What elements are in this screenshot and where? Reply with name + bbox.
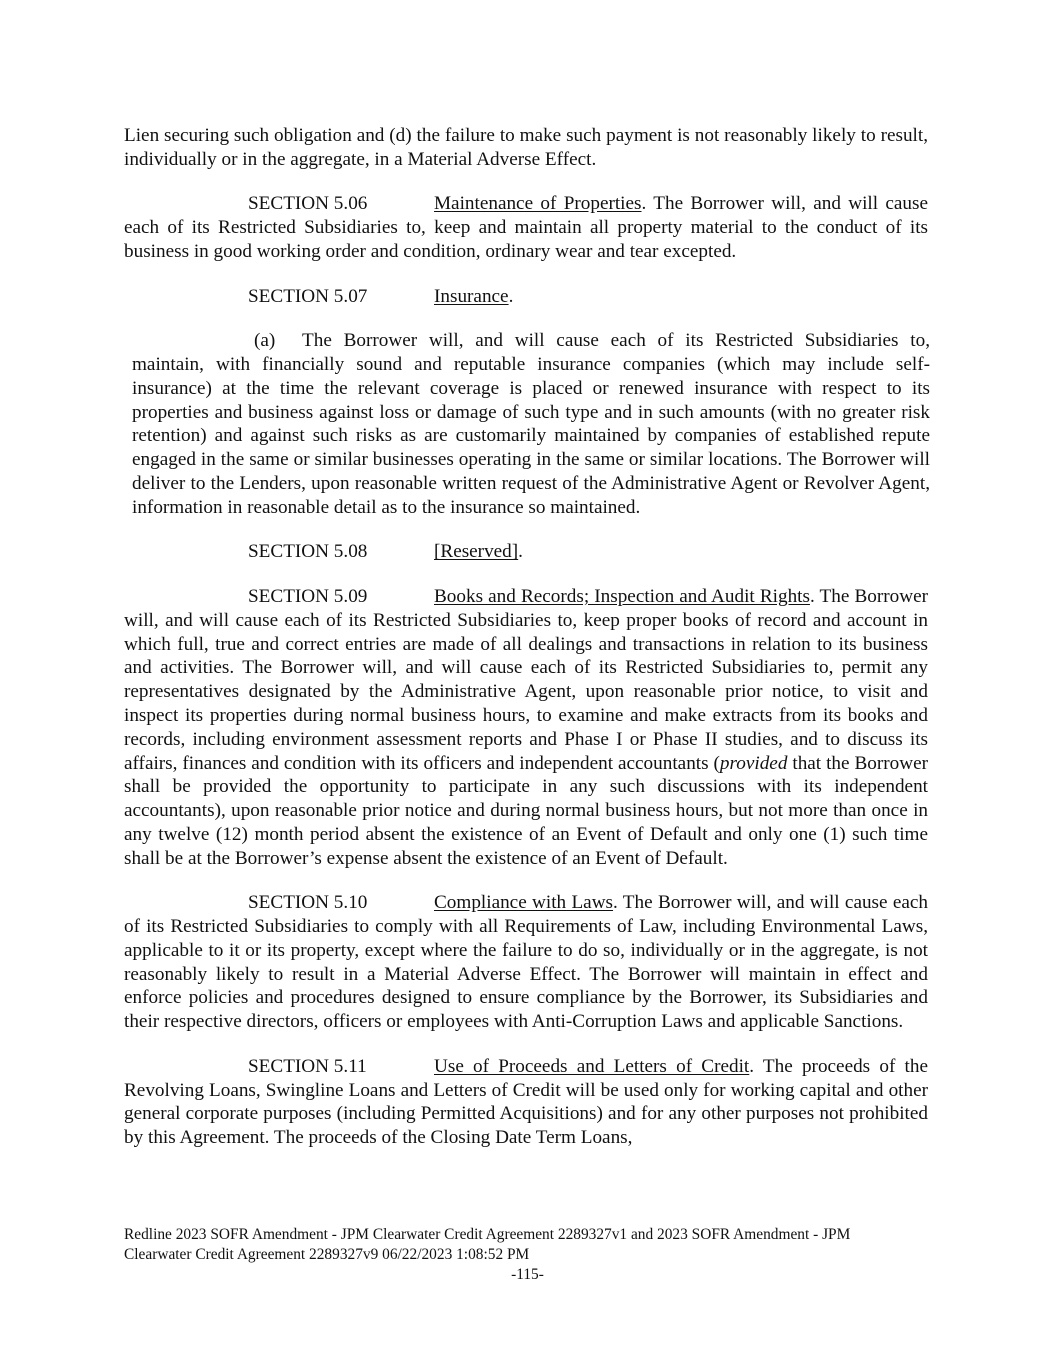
section-title: [Reserved] — [434, 541, 519, 563]
section-number: SECTION 5.07 — [248, 285, 368, 307]
subsection-body: The Borrower will, and will cause each of its Restricted Subsidiaries to, maintain, with financially sound and reputable insurance companies (which may include self-insurance) at the time the relevant coverage is placed or renewed insurance with respect to its properties and business against loss or damage of such type and in such amounts (with no greater risk retention) and against such risks as are customarily maintained by companies of established repute engaged in the same or similar businesses operating in the same or similar locations. The Borrower will deliver to the Lenders, upon reasonable written request of the Administrative Agent or Revolver Agent, information in reasonable detail as to the insurance so maintained. — [132, 330, 930, 518]
section-5-10 — [124, 891, 928, 1034]
section-5-08 — [124, 540, 928, 564]
section-number: SECTION 5.09 — [248, 585, 368, 607]
section-number: SECTION 5.08 — [248, 541, 368, 563]
section-body: . The Borrower will, and will cause each of its Restricted Subsidiaries to comply with all Requirements of Law, including Environmental Laws, applicable to it or its property, except where the failure to do so, individually or in the aggregate, is not reasonably likely to result in a Material Adverse Effect. The Borrower will maintain in effect and enforce policies and procedures designed to ensure compliance by the Borrower, its Subsidiaries and their respective directors, officers or employees with Anti-Corruption Laws and applicable Sanctions. — [124, 892, 929, 1033]
section-5-09 — [124, 585, 928, 871]
section-number: SECTION 5.10 — [248, 892, 368, 914]
document-page — [124, 124, 928, 1150]
subsection-label: (a) — [254, 330, 276, 352]
section-italic-term: provided — [719, 752, 788, 774]
section-title-end: . — [518, 541, 523, 563]
section-number: SECTION 5.11 — [248, 1055, 367, 1077]
section-title: Books and Records; Inspection and Audit Rights — [434, 585, 810, 607]
section-5-07 — [124, 285, 928, 309]
redline-footer: Redline 2023 SOFR Amendment - JPM Clearwater Credit Agreement 2289327v1 and 2023 SOFR Amendment - JPM Clearwater Credit Agreement 2289327v9 06/22/2023 1:08:52 PM — [124, 1226, 851, 1263]
section-body: . The proceeds of the Revolving Loans, Swingline Loans and Letters of Credit will be used only for working capital and other general corporate purposes (including Permitted Acquisitions) and for any other purposes not prohibited by this Agreement. The proceeds of the Closing Date Term Loans, — [124, 1055, 928, 1149]
page-number: -115- — [511, 1266, 544, 1283]
section-title-end: . — [508, 285, 514, 307]
section-title: Use of Proceeds and Letters of Credit — [434, 1055, 750, 1077]
section-title: Insurance — [434, 285, 509, 307]
section-title: Maintenance of Properties — [434, 193, 642, 215]
section-5-07-a — [132, 329, 930, 519]
section-body-cont: that the Borrower shall be provided the opportunity to participate in any such discussions with its independent accountants), upon reasonable prior notice and during normal business hours, but not more than once in any twelve (12) month period absent the existence of an Event of Default and only one (1) such time shall be at the Borrower’s expense absent the existence of an Event of Default. — [124, 752, 928, 869]
section-body: . The Borrower will, and will cause each of its Restricted Subsidiaries to, keep and maintain all property material to the conduct of its business in good working order and condition, ordinary wear and tear excepted. — [124, 193, 928, 262]
section-5-06 — [124, 192, 928, 263]
continuation-paragraph: Lien securing such obligation and (d) the failure to make such payment is not reasonably likely to result, individually or in the aggregate, in a Material Adverse Effect. — [124, 125, 928, 170]
section-number: SECTION 5.06 — [248, 193, 368, 215]
section-5-11 — [124, 1055, 928, 1150]
section-body: . The Borrower will, and will cause each of its Restricted Subsidiaries to, keep proper books of record and account in which full, true and correct entries are made of all dealings and transactions in relation to its business and activities. The Borrower will, and will cause each of its Restricted Subsidiaries to, permit any representatives designated by the Administrative Agent, upon reasonable prior notice, to visit and inspect its properties during normal business hours, to examine and make extracts from its books and records, including environment assessment reports and Phase I or Phase II studies, and to discuss its affairs, finances and condition with its officers and independent accountants ( — [124, 585, 928, 774]
section-title: Compliance with Laws — [434, 892, 614, 914]
